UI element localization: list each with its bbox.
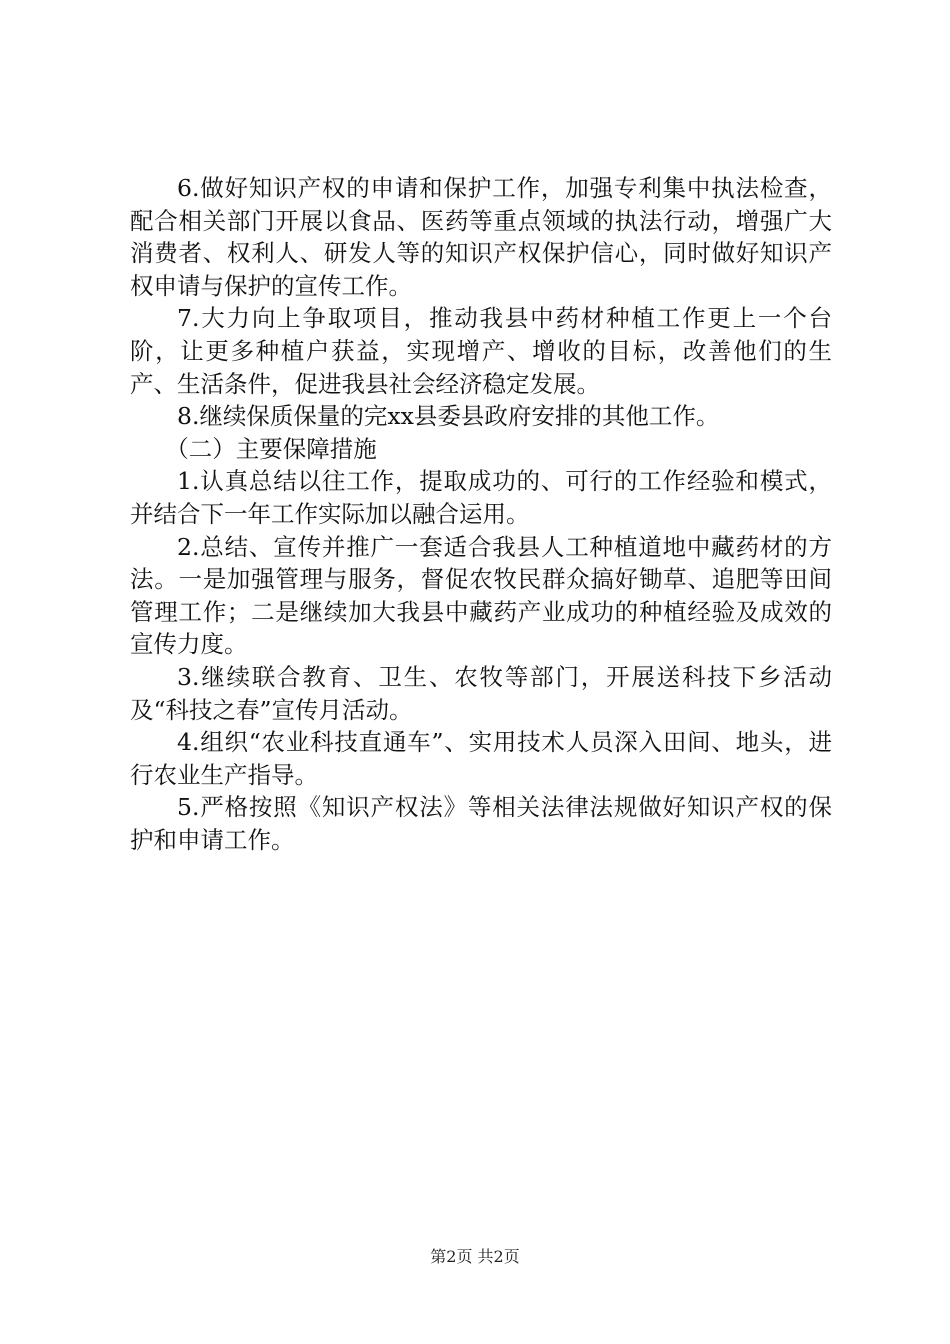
section-heading: （二）主要保障措施 — [165, 434, 377, 463]
page-footer: 第2页 共2页 — [430, 1247, 520, 1266]
paragraph-item-7: 7.大力向上争取项目，推动我县中药材种植工作更上一个台阶，让更多种植户获益，实现增产、增收的目标，改善他们的生产、生活条件，促进我县社会经济稳定发展。 — [130, 304, 832, 398]
measure-item-5: 5.严格按照《知识产权法》等相关法律法规做好知识产权的保护和申请工作。 — [130, 793, 832, 854]
measure-item-3: 3.继续联合教育、卫生、农牧等部门，开展送科技下乡活动及“科技之春”宣传月活动。 — [130, 662, 832, 724]
paragraph-item-6: 6.做好知识产权的申请和保护工作，加强专利集中执法检查，配合相关部门开展以食品、医药等重点领域的执法行动，增强广大消费者、权利人、研发人等的知识产权保护信心，同时做好知识产权申请与保护的宣传工作。 — [130, 174, 832, 300]
document-body — [130, 172, 832, 856]
measure-item-2: 2.总结、宣传并推广一套适合我县人工种植道地中藏药材的方法。一是加强管理与服务，督促农牧民群众搞好锄草、追肥等田间管理工作；二是继续加大我县中藏药产业成功的种植经验及成效的宣传力度。 — [130, 532, 832, 659]
paragraph-item-8: 8.继续保质保量的完xx县委县政府安排的其他工作。 — [177, 402, 720, 431]
measure-item-1: 1.认真总结以往工作，提取成功的、可行的工作经验和模式，并结合下一年工作实际加以融合运用。 — [130, 467, 832, 528]
measure-item-4: 4.组织“农业科技直通车”、实用技术人员深入田间、地头，进行农业生产指导。 — [130, 728, 832, 789]
